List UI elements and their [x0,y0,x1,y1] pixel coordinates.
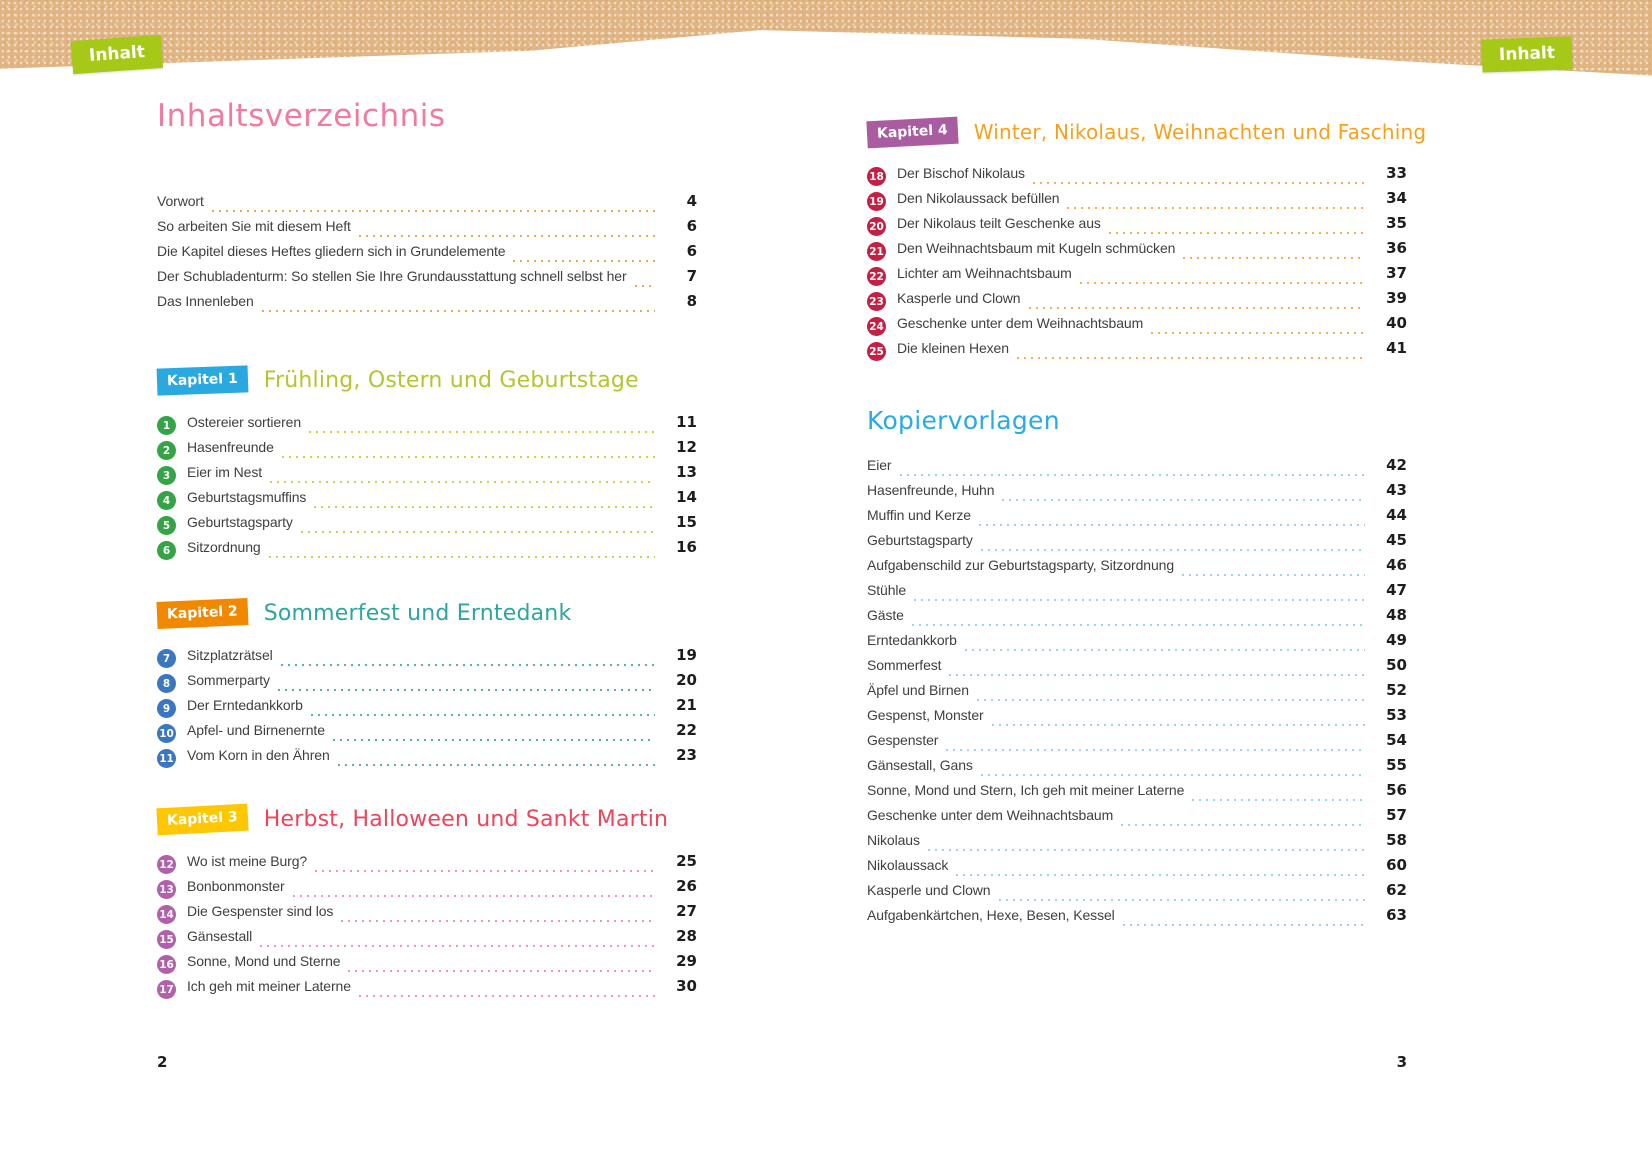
dot-leader [1067,207,1365,209]
chapter-1-title: Frühling, Ostern und Geburtstage [263,367,639,393]
dot-leader [1017,357,1365,359]
chapter-3-badge: Kapitel 3 [156,803,248,835]
item-number-circle: 8 [157,674,176,693]
toc-row [867,681,1407,706]
dot-leader [1002,499,1365,501]
item-number-circle: 14 [157,905,176,924]
toc-entry-page: 12 [676,438,697,456]
toc-entry-page: 20 [676,671,697,689]
dot-leader [309,431,655,433]
toc-entry-page: 52 [1386,681,1407,699]
toc-row [867,339,1407,364]
toc-entry-page: 8 [686,292,697,310]
toc-entry-page: 48 [1386,606,1407,624]
toc-entry-page: 7 [686,267,697,285]
toc-row [157,463,697,488]
right-page [867,0,1427,1169]
dot-leader [359,235,655,237]
dot-leader [900,474,1366,476]
toc-entry-label: Lichter am Weihnachtsbaum [897,265,1072,281]
toc-row [867,164,1407,189]
left-page-folio: 2 [157,1053,168,1071]
dot-leader [341,920,655,922]
item-number-circle: 13 [157,880,176,899]
toc-row [867,606,1407,631]
toc-row [867,264,1407,289]
item-number-circle: 19 [867,192,886,211]
toc-entry-page: 29 [676,952,697,970]
toc-entry-label: Gespenster [867,732,939,748]
toc-row [157,292,697,317]
left-page [157,0,697,1169]
chapter-2-list [157,646,697,771]
chapter-4-title: Winter, Nikolaus, Weihnachten und Fasching [973,120,1427,144]
toc-entry-page: 11 [676,413,697,431]
toc-entry-label: Den Nikolaussack befüllen [897,190,1060,206]
toc-entry-label: Äpfel und Birnen [867,682,969,698]
toc-entry-label: Sitzordnung [187,539,261,555]
chapter-4-section [867,116,1427,358]
toc-entry-label: Hasenfreunde, Huhn [867,482,995,498]
toc-entry-page: 35 [1386,214,1407,232]
toc-row [157,538,697,563]
toc-row [157,413,697,438]
toc-entry-page: 56 [1386,781,1407,799]
toc-row [157,488,697,513]
chapter-4-list [867,164,1407,364]
item-number-circle: 9 [157,699,176,718]
item-number-circle: 24 [867,317,886,336]
toc-entry-label: Der Erntedankkorb [187,697,303,713]
chapter-2-badge: Kapitel 2 [156,598,248,629]
chapter-3-header [157,803,697,835]
item-number-circle: 5 [157,516,176,535]
dot-leader [270,481,655,483]
chapter-1-header [157,364,697,396]
toc-entry-page: 46 [1386,556,1407,574]
toc-entry-label: Die kleinen Hexen [897,340,1009,356]
dot-leader [946,749,1365,751]
toc-entry-page: 19 [676,646,697,664]
chapter-1-list [157,413,697,563]
toc-entry-label: Geburtstagsparty [867,532,973,548]
dot-leader [314,506,655,508]
toc-entry-label: Sitzplatzrätsel [187,647,273,663]
dot-leader [1121,824,1365,826]
item-number-circle: 18 [867,167,886,186]
chapter-4-header [867,116,1427,148]
toc-entry-page: 54 [1386,731,1407,749]
right-page-folio: 3 [1396,1053,1407,1071]
dot-leader [1033,182,1365,184]
dot-leader [635,285,655,287]
toc-row [867,856,1407,881]
toc-row [157,852,697,877]
dot-leader [513,260,655,262]
toc-entry-label: Gespenst, Monster [867,707,984,723]
toc-entry-label: Sommerparty [187,672,270,688]
toc-entry-label: Sonne, Mond und Stern, Ich geh mit meiner Laterne [867,782,1185,798]
chapter-1-section [157,364,697,557]
dot-leader [1183,257,1365,259]
toc-entry-label: Nikolaussack [867,857,949,873]
toc-entry-page: 23 [676,746,697,764]
item-number-circle: 1 [157,416,176,435]
item-number-circle: 10 [157,724,176,743]
dot-leader [315,870,655,872]
dot-leader [348,970,655,972]
dot-leader [301,531,655,533]
toc-entry-label: Gäste [867,607,904,623]
toc-entry-label: Kasperle und Clown [897,290,1021,306]
toc-row [867,656,1407,681]
item-number-circle: 7 [157,649,176,668]
toc-entry-page: 4 [686,192,697,210]
toc-entry-label: Die Kapitel dieses Heftes gliedern sich in Grundelemente [157,243,506,259]
dot-leader [1109,232,1365,234]
toc-row [157,952,697,977]
dot-leader [1123,924,1365,926]
toc-entry-label: Der Nikolaus teilt Geschenke aus [897,215,1101,231]
toc-row [867,214,1407,239]
dot-leader [928,849,1365,851]
dot-leader [965,649,1365,651]
toc-entry-page: 28 [676,927,697,945]
dot-leader [977,699,1365,701]
chapter-3-list [157,852,697,1002]
toc-row [867,289,1407,314]
toc-row [867,706,1407,731]
toc-entry-page: 34 [1386,189,1407,207]
toc-entry-label: Muffin und Kerze [867,507,971,523]
toc-row [867,239,1407,264]
toc-entry-page: 6 [686,242,697,260]
toc-entry-label: Aufgabenkärtchen, Hexe, Besen, Kessel [867,907,1115,923]
item-number-circle: 15 [157,930,176,949]
toc-entry-label: So arbeiten Sie mit diesem Heft [157,218,351,234]
toc-row [867,531,1407,556]
toc-row [157,267,697,292]
toc-entry-page: 37 [1386,264,1407,282]
toc-entry-label: Eier im Nest [187,464,263,480]
toc-row [157,902,697,927]
toc-entry-page: 42 [1386,456,1407,474]
toc-entry-page: 36 [1386,239,1407,257]
toc-entry-page: 58 [1386,831,1407,849]
toc-row [157,646,697,671]
item-number-circle: 3 [157,466,176,485]
chapter-2-header [157,597,697,629]
chapter-2-section [157,597,697,765]
toc-entry-label: Geschenke unter dem Weihnachtsbaum [897,315,1144,331]
toc-entry-label: Gänsestall [187,928,253,944]
dot-leader [1151,332,1365,334]
toc-entry-page: 21 [676,696,697,714]
toc-entry-label: Kasperle und Clown [867,882,991,898]
toc-row [867,831,1407,856]
toc-row [157,192,697,217]
toc-entry-label: Das Innenleben [157,293,254,309]
dot-leader [281,664,655,666]
toc-row [867,189,1407,214]
toc-row [157,438,697,463]
chapter-4-badge: Kapitel 4 [866,116,958,148]
toc-entry-page: 16 [676,538,697,556]
toc-row [867,781,1407,806]
toc-row [867,314,1407,339]
toc-entry-page: 45 [1386,531,1407,549]
item-number-circle: 17 [157,980,176,999]
toc-row [157,977,697,1002]
toc-entry-page: 55 [1386,756,1407,774]
toc-entry-page: 15 [676,513,697,531]
toc-entry-page: 49 [1386,631,1407,649]
toc-entry-page: 14 [676,488,697,506]
dot-leader [333,739,655,741]
toc-entry-label: Ich geh mit meiner Laterne [187,978,351,994]
toc-entry-label: Apfel- und Birnenernte [187,722,325,738]
toc-row [157,721,697,746]
toc-entry-page: 39 [1386,289,1407,307]
toc-entry-label: Eier [867,457,892,473]
toc-entry-label: Erntedankkorb [867,632,957,648]
toc-entry-page: 60 [1386,856,1407,874]
toc-row [867,556,1407,581]
toc-entry-page: 57 [1386,806,1407,824]
dot-leader [912,624,1365,626]
toc-row [867,581,1407,606]
dot-leader [979,524,1365,526]
kopiervorlagen-list [867,456,1407,931]
dot-leader [992,724,1365,726]
toc-row [867,731,1407,756]
toc-entry-label: Geburtstagsparty [187,514,293,530]
toc-entry-label: Hasenfreunde [187,439,274,455]
toc-row [867,456,1407,481]
item-number-circle: 11 [157,749,176,768]
toc-entry-label: Den Weihnachtsbaum mit Kugeln schmücken [897,240,1176,256]
item-number-circle: 20 [867,217,886,236]
toc-entry-label: Gänsestall, Gans [867,757,973,773]
dot-leader [293,895,655,897]
item-number-circle: 4 [157,491,176,510]
toc-row [867,906,1407,931]
toc-entry-page: 30 [676,977,697,995]
dot-leader [262,310,655,312]
toc-row [867,631,1407,656]
toc-row [157,242,697,267]
toc-entry-page: 47 [1386,581,1407,599]
chapter-2-title: Sommerfest und Erntedank [263,600,572,626]
dot-leader [269,556,655,558]
toc-row [867,806,1407,831]
toc-entry-page: 25 [676,852,697,870]
front-matter-list [157,192,697,317]
toc-row [157,877,697,902]
dot-leader [949,674,1365,676]
toc-entry-label: Geschenke unter dem Weihnachtsbaum [867,807,1114,823]
toc-entry-label: Bonbonmonster [187,878,285,894]
dot-leader [282,456,655,458]
toc-entry-page: 53 [1386,706,1407,724]
toc-entry-page: 63 [1386,906,1407,924]
toc-entry-label: Die Gespenster sind los [187,903,334,919]
item-number-circle: 23 [867,292,886,311]
toc-entry-label: Sommerfest [867,657,942,673]
toc-row [867,481,1407,506]
page-title: Inhaltsverzeichnis [157,98,446,134]
toc-entry-label: Sonne, Mond und Sterne [187,953,341,969]
toc-row [157,927,697,952]
dot-leader [999,899,1366,901]
toc-entry-page: 33 [1386,164,1407,182]
toc-row [157,746,697,771]
toc-entry-page: 13 [676,463,697,481]
dot-leader [212,210,655,212]
toc-entry-page: 6 [686,217,697,235]
inhalt-tab-left: Inhalt [71,35,163,74]
item-number-circle: 12 [157,855,176,874]
item-number-circle: 16 [157,955,176,974]
toc-row [157,513,697,538]
dot-leader [981,549,1365,551]
toc-entry-label: Der Bischof Nikolaus [897,165,1025,181]
toc-entry-page: 44 [1386,506,1407,524]
dot-leader [956,874,1365,876]
toc-entry-label: Wo ist meine Burg? [187,853,308,869]
dot-leader [1080,282,1365,284]
toc-entry-label: Nikolaus [867,832,920,848]
chapter-1-badge: Kapitel 1 [157,365,249,395]
dot-leader [981,774,1365,776]
toc-entry-label: Vom Korn in den Ähren [187,747,330,763]
dot-leader [1192,799,1365,801]
chapter-3-section [157,803,697,996]
item-number-circle: 21 [867,242,886,261]
toc-row [157,217,697,242]
dot-leader [1029,307,1366,309]
toc-row [867,756,1407,781]
toc-entry-page: 41 [1386,339,1407,357]
item-number-circle: 2 [157,441,176,460]
toc-row [867,881,1407,906]
dot-leader [338,764,655,766]
item-number-circle: 25 [867,342,886,361]
chapter-3-title: Herbst, Halloween und Sankt Martin [263,806,669,832]
item-number-circle: 22 [867,267,886,286]
inhalt-tab-right: Inhalt [1481,36,1572,72]
toc-entry-page: 27 [676,902,697,920]
dot-leader [359,995,655,997]
toc-entry-page: 40 [1386,314,1407,332]
toc-entry-label: Der Schubladenturm: So stellen Sie Ihre Grundausstattung schnell selbst her [157,268,627,284]
toc-entry-label: Ostereier sortieren [187,414,302,430]
dot-leader [260,945,655,947]
dot-leader [1182,574,1365,576]
toc-entry-page: 50 [1386,656,1407,674]
item-number-circle: 6 [157,541,176,560]
toc-entry-page: 22 [676,721,697,739]
toc-entry-label: Aufgabenschild zur Geburtstagsparty, Sitzordnung [867,557,1175,573]
toc-row [157,671,697,696]
dot-leader [311,714,655,716]
toc-row [157,696,697,721]
dot-leader [278,689,655,691]
toc-entry-page: 43 [1386,481,1407,499]
toc-entry-page: 26 [676,877,697,895]
toc-row [867,506,1407,531]
kopiervorlagen-title: Kopiervorlagen [867,406,1060,435]
toc-entry-page: 62 [1386,881,1407,899]
toc-entry-label: Geburtstagsmuffins [187,489,307,505]
dot-leader [914,599,1365,601]
toc-entry-label: Vorwort [157,193,204,209]
toc-entry-label: Stühle [867,582,907,598]
